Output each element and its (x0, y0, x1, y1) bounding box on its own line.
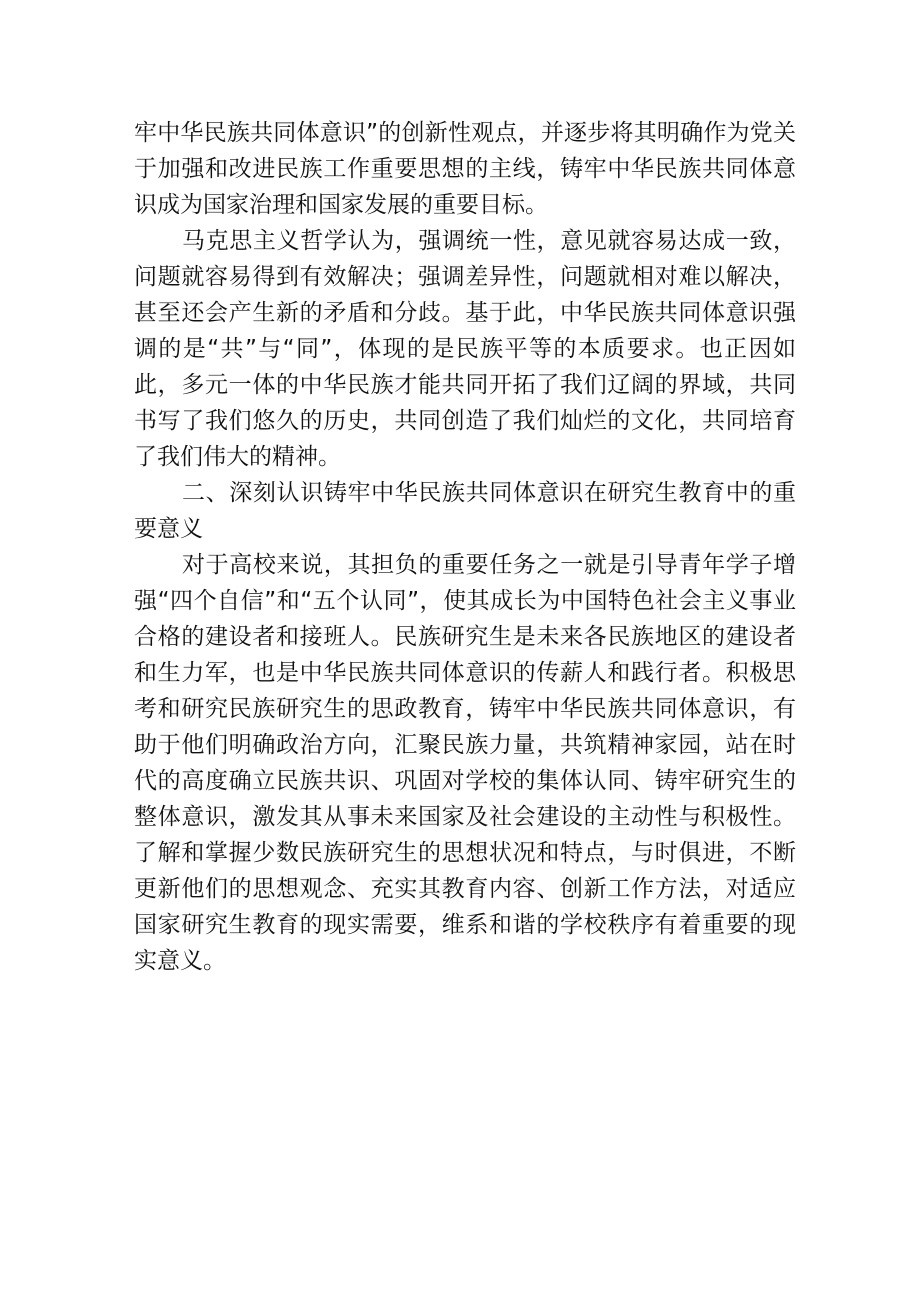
document-page (134, 115, 796, 979)
paragraph-continuation: 牢中华民族共同体意识”的创新性观点，并逐步将其明确作为党关于加强和改进民族工作重要思想的主线，铸牢中华民族共同体意识成为国家治理和国家发展的重要目标。 (134, 120, 796, 218)
section-heading-2: 二、深刻认识铸牢中华民族共同体意识在研究生教育中的重要意义 (134, 480, 796, 542)
paragraph-university-role: 对于高校来说，其担负的重要任务之一就是引导青年学子增强“四个自信”和“五个认同”，使其成长为中国特色社会主义事业合格的建设者和接班人。民族研究生是未来各民族地区的建设者和生力军，也是中华民族共同体意识的传薪人和践行者。积极思考和研究民族研究生的思政教育，铸牢中华民族共同体意识，有助于他们明确政治方向，汇聚民族力量，共筑精神家园，站在时代的高度确立民族共识、巩固对学校的集体认同、铸牢研究生的整体意识，激发其从事未来国家及社会建设的主动性与积极性。了解和掌握少数民族研究生的思想状况和特点，与时俱进，不断更新他们的思想观念、充实其教育内容、创新工作方法，对适应国家研究生教育的现实需要，维系和谐的学校秩序有着重要的现实意义。 (134, 552, 796, 974)
paragraph-marxist-philosophy: 马克思主义哲学认为，强调统一性，意见就容易达成一致，问题就容易得到有效解决；强调差异性，问题就相对难以解决，甚至还会产生新的矛盾和分歧。基于此，中华民族共同体意识强调的是“共”与“同”，体现的是民族平等的本质要求。也正因如此，多元一体的中华民族才能共同开拓了我们辽阔的界域，共同书写了我们悠久的历史，共同创造了我们灿烂的文化，共同培育了我们伟大的精神。 (134, 228, 796, 470)
